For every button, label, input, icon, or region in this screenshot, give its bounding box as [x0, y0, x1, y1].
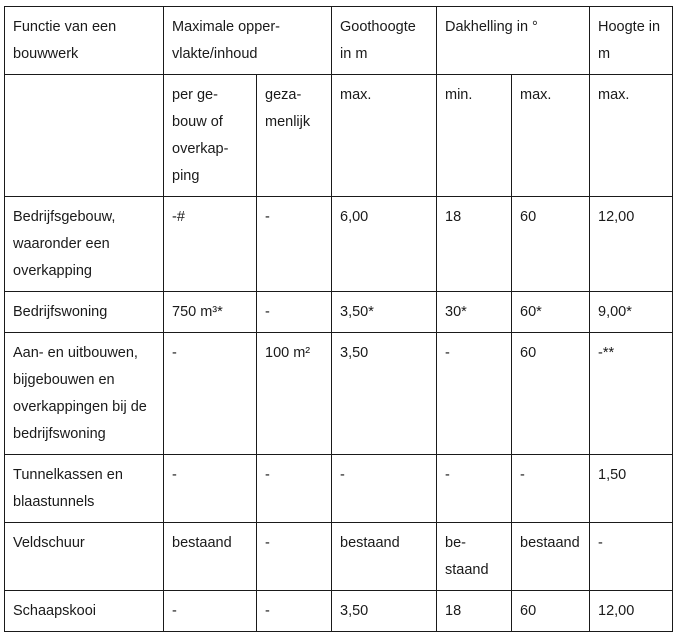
- regulations-table: [4, 6, 673, 632]
- cell-per-gebouw: -: [164, 455, 257, 523]
- cell-functie: Bedrijfswoning: [5, 292, 164, 333]
- cell-functie: Bedrijfsgebouw, waaronder een overkapping: [5, 197, 164, 292]
- header-goothoogte: Goothoogte in m: [332, 7, 437, 75]
- cell-dak-min: 18: [437, 197, 512, 292]
- cell-gezamenlijk: -: [257, 197, 332, 292]
- cell-goothoogte: bestaand: [332, 523, 437, 591]
- cell-gezamenlijk: -: [257, 591, 332, 632]
- cell-dak-min: -: [437, 333, 512, 455]
- subheader-per-gebouw: per ge- bouw of overkap- ping: [164, 75, 257, 197]
- cell-goothoogte: -: [332, 455, 437, 523]
- cell-dak-max: 60*: [512, 292, 590, 333]
- cell-dak-max: 60: [512, 591, 590, 632]
- cell-per-gebouw: 750 m³*: [164, 292, 257, 333]
- cell-dak-min: -: [437, 455, 512, 523]
- subheader-dak-min: min.: [437, 75, 512, 197]
- header-hoogte: Hoogte in m: [590, 7, 673, 75]
- cell-dak-max: bestaand: [512, 523, 590, 591]
- table-row: [5, 292, 673, 333]
- cell-hoogte: 9,00*: [590, 292, 673, 333]
- table-row: [5, 455, 673, 523]
- subheader-empty: [5, 75, 164, 197]
- cell-goothoogte: 3,50*: [332, 292, 437, 333]
- cell-functie: Veldschuur: [5, 523, 164, 591]
- cell-hoogte: -: [590, 523, 673, 591]
- cell-goothoogte: 3,50: [332, 333, 437, 455]
- cell-hoogte: 12,00: [590, 197, 673, 292]
- table-row: [5, 197, 673, 292]
- cell-gezamenlijk: -: [257, 292, 332, 333]
- cell-hoogte: -**: [590, 333, 673, 455]
- cell-functie: Tunnelkassen en blaastunnels: [5, 455, 164, 523]
- cell-dak-max: -: [512, 455, 590, 523]
- cell-dak-max: 60: [512, 333, 590, 455]
- subheader-dak-max: max.: [512, 75, 590, 197]
- subheader-hoogte-max: max.: [590, 75, 673, 197]
- cell-functie: Schaapskooi: [5, 591, 164, 632]
- cell-per-gebouw: -: [164, 591, 257, 632]
- header-dakhelling: Dakhelling in °: [437, 7, 590, 75]
- cell-goothoogte: 6,00: [332, 197, 437, 292]
- cell-dak-max: 60: [512, 197, 590, 292]
- cell-gezamenlijk: -: [257, 523, 332, 591]
- cell-per-gebouw: -: [164, 333, 257, 455]
- cell-gezamenlijk: 100 m²: [257, 333, 332, 455]
- table-row: [5, 523, 673, 591]
- cell-gezamenlijk: -: [257, 455, 332, 523]
- subheader-goot-max: max.: [332, 75, 437, 197]
- table-row: [5, 333, 673, 455]
- subheader-row: [5, 75, 673, 197]
- cell-dak-min: be- staand: [437, 523, 512, 591]
- cell-hoogte: 12,00: [590, 591, 673, 632]
- subheader-gezamenlijk: geza- menlijk: [257, 75, 332, 197]
- cell-goothoogte: 3,50: [332, 591, 437, 632]
- header-functie: Functie van een bouwwerk: [5, 7, 164, 75]
- cell-hoogte: 1,50: [590, 455, 673, 523]
- header-max-oppervlakte: Maximale opper- vlakte/inhoud: [164, 7, 332, 75]
- cell-dak-min: 30*: [437, 292, 512, 333]
- cell-functie: Aan- en uitbouwen, bijgebouwen en overkappingen bij de bedrijfswoning: [5, 333, 164, 455]
- cell-per-gebouw: bestaand: [164, 523, 257, 591]
- header-row: [5, 7, 673, 75]
- table-row: [5, 591, 673, 632]
- cell-dak-min: 18: [437, 591, 512, 632]
- cell-per-gebouw: -#: [164, 197, 257, 292]
